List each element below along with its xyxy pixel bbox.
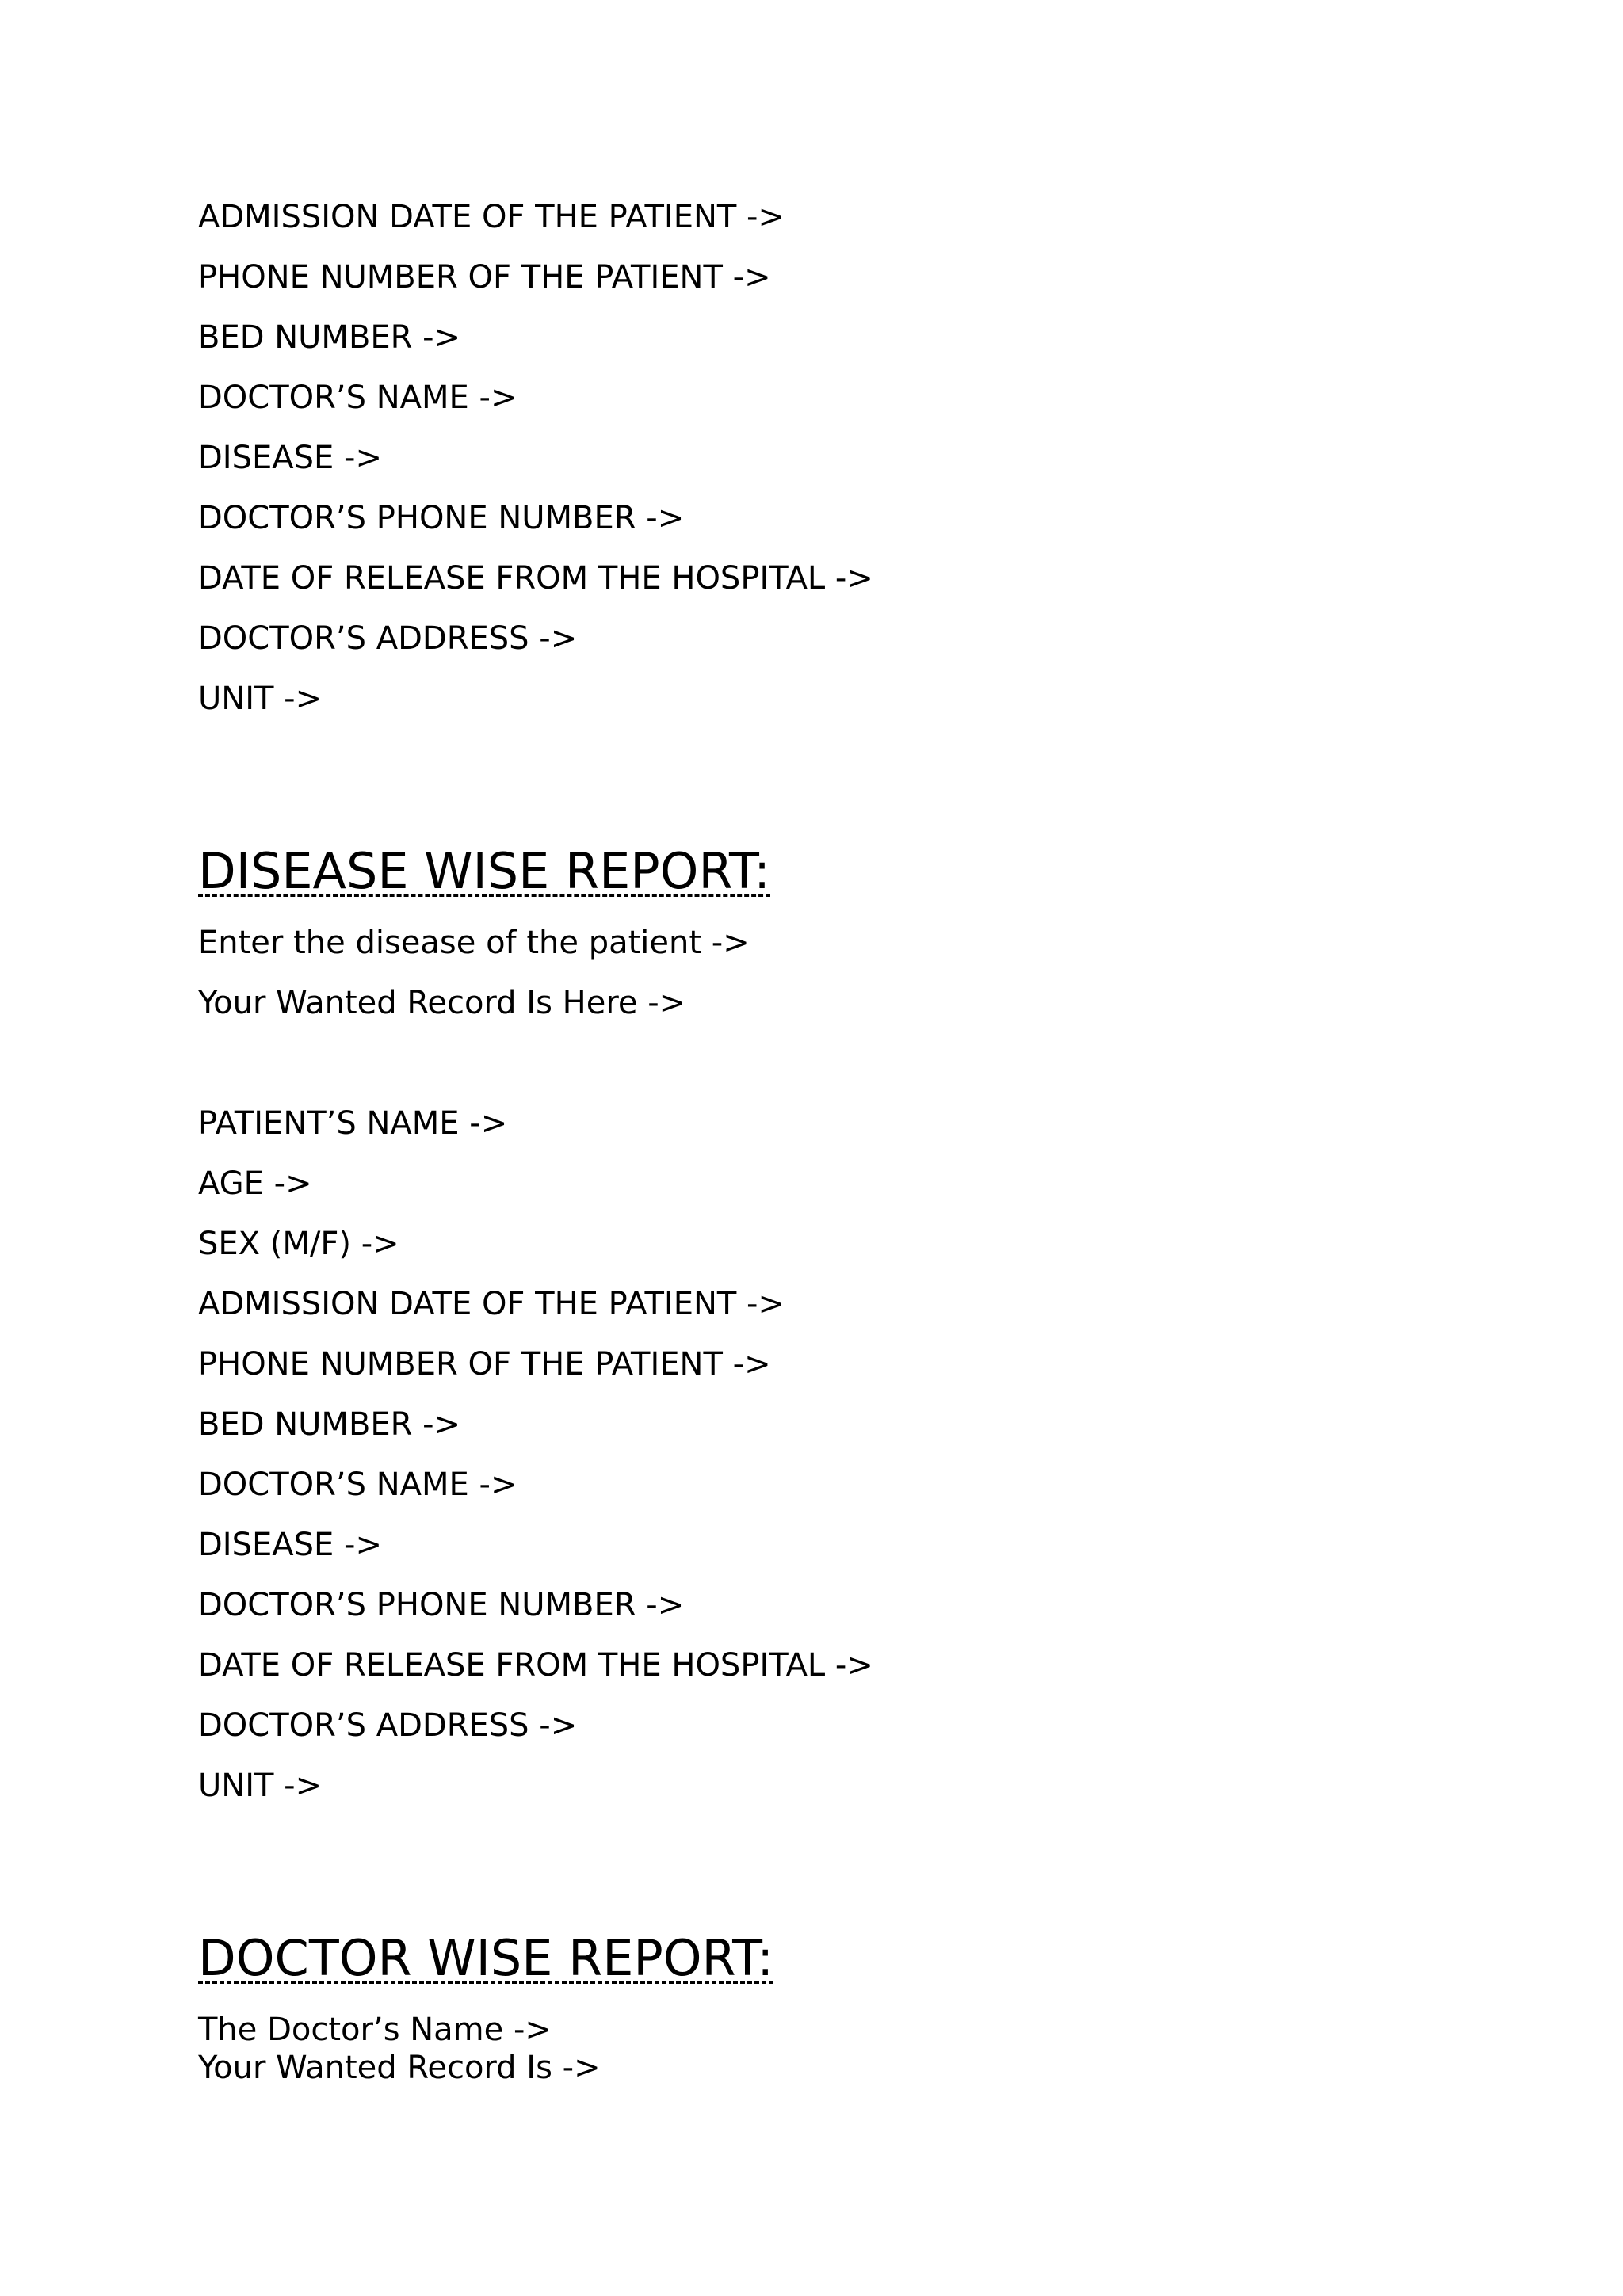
disease-field-doctor-name: DOCTOR’S NAME -> xyxy=(198,1466,517,1503)
disease-field-release-date: DATE OF RELEASE FROM THE HOSPITAL -> xyxy=(198,1647,873,1684)
disease-field-doctor-phone: DOCTOR’S PHONE NUMBER -> xyxy=(198,1587,685,1623)
field-release-date: DATE OF RELEASE FROM THE HOSPITAL -> xyxy=(198,560,873,597)
doctor-report-heading: DOCTOR WISE REPORT: xyxy=(198,1929,774,1987)
disease-report-prompt: Enter the disease of the patient -> xyxy=(198,925,750,961)
field-doctor-name: DOCTOR’S NAME -> xyxy=(198,379,517,416)
field-bed-number: BED NUMBER -> xyxy=(198,319,461,356)
disease-field-bed-number: BED NUMBER -> xyxy=(198,1406,461,1443)
disease-field-disease: DISEASE -> xyxy=(198,1527,382,1563)
disease-field-patient-phone: PHONE NUMBER OF THE PATIENT -> xyxy=(198,1346,771,1383)
doctor-report-result-label: Your Wanted Record Is -> xyxy=(198,2050,601,2086)
disease-report-result-label: Your Wanted Record Is Here -> xyxy=(198,985,686,1021)
field-doctor-address: DOCTOR’S ADDRESS -> xyxy=(198,620,578,657)
field-unit: UNIT -> xyxy=(198,681,323,717)
disease-field-admission-date: ADMISSION DATE OF THE PATIENT -> xyxy=(198,1286,785,1322)
disease-field-age: AGE -> xyxy=(198,1165,312,1202)
disease-report-heading: DISEASE WISE REPORT: xyxy=(198,842,770,900)
disease-field-sex: SEX (M/F) -> xyxy=(198,1226,399,1262)
field-admission-date: ADMISSION DATE OF THE PATIENT -> xyxy=(198,199,785,235)
doctor-report-prompt: The Doctor’s Name -> xyxy=(198,2012,552,2048)
field-patient-phone: PHONE NUMBER OF THE PATIENT -> xyxy=(198,259,771,296)
field-doctor-phone: DOCTOR’S PHONE NUMBER -> xyxy=(198,500,685,536)
disease-field-doctor-address: DOCTOR’S ADDRESS -> xyxy=(198,1707,578,1744)
disease-field-unit: UNIT -> xyxy=(198,1768,323,1804)
disease-field-patient-name: PATIENT’S NAME -> xyxy=(198,1105,508,1142)
field-disease: DISEASE -> xyxy=(198,440,382,476)
